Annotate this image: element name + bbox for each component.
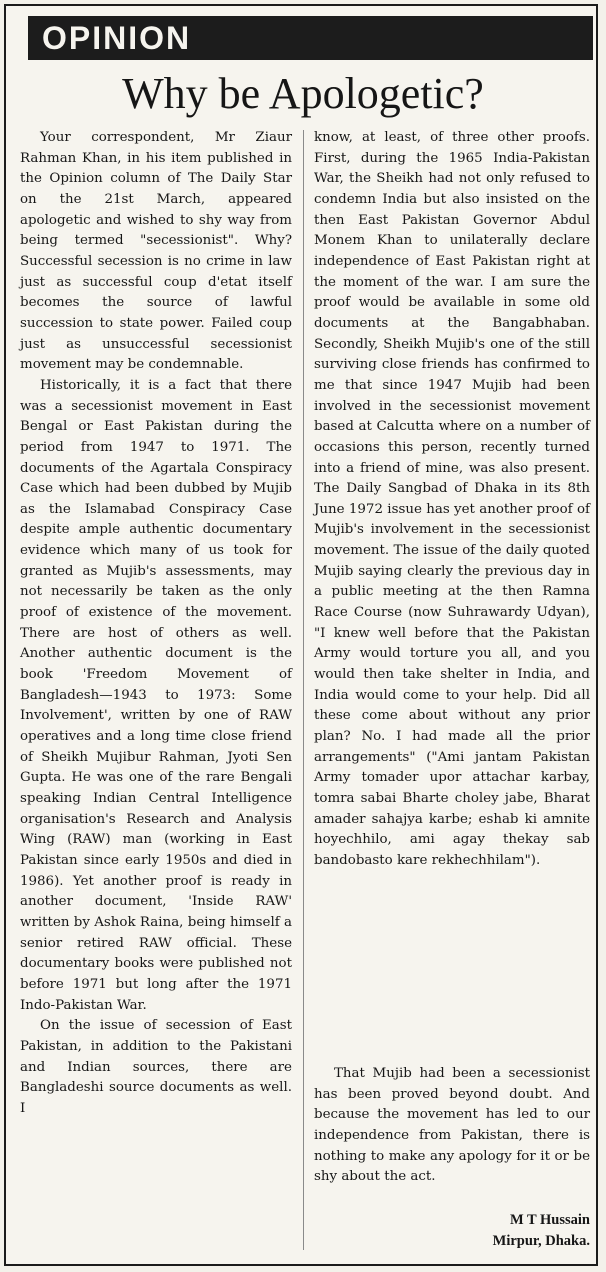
paragraph: Historically, it is a fact that there was a secessionist movement in East Bengal or East Pakistan during the period from 1947 to 1971. The documents of the Agartala Conspiracy Case which had been dubbed by Mujib as the Islamabad Conspiracy Case despite ample authentic documentary evidence which many of us took for granted as Mujib's assessments, may not necessarily be taken as the only proof of existence of the movement. There are host of others as well. Another authentic document is the book 'Freedom Movement of Bangladesh—1943 to 1973: Some Involvement', written by one of RAW operatives and a long time close friend of Sheikh Mujibur Rahman, Jyoti Sen Gupta. He was one of the rare Bengali speaking Indian Central Intelligence organisation's Research and Analysis Wing (RAW) man (working in East Pakistan since early 1950s and died in 1986). Yet another proof is ready in another document, 'Inside RAW' written by Ashok Raina, being himself a senior retired RAW official. These documentary books were published not before 1971 but long after the 1971 Indo-Pakistan War. — [20, 377, 292, 1013]
paragraph: Your correspondent, Mr Ziaur Rahman Khan, in his item published in the Opinion column of The Daily Star on the 21st March, appeared apologetic and wished to shy way from being termed "secessionist". Why? Successful secession is no crime in law just as successful coup d'etat itself becomes the source of lawful succession to state power. Failed coup just as unsuccessful secessionist movement may be condemnable. — [20, 130, 292, 373]
article-column-right — [314, 128, 590, 872]
paragraph: On the issue of secession of East Pakistan, in addition to the Pakistani and Indian sources, there are Bangladeshi source documents as well. I — [20, 1018, 292, 1116]
section-label: OPINION — [42, 20, 192, 56]
paragraph: know, at least, of three other proofs. First, during the 1965 India-Pakistan War, the Sheikh had not only refused to condemn India but also insisted on the then East Pakistan Governor Abdul Monem Khan to unilaterally declare independence of East Pakistan right at the moment of the war. I am sure the proof would be available in some old documents at the Bangabhaban. Secondly, Sheikh Mujib's one of the still surviving close friends has confirmed to me that since 1947 Mujib had been involved in the secessionist movement based at Calcutta where on a number of occasions this person, recently turned into a friend of mine, was also present. The Daily Sangbad of Dhaka in its 8th June 1972 issue has yet another proof of Mujib's involvement in the secessionist movement. The issue of the daily quoted Mujib saying clearly the previous day in a public meeting at the then Ramna Race Course (now Suhrawardy Udyan), "I knew well before that the Pakistan Army would torture you all, and you would then take shelter in India, and India would come to your help. Did all these come about without any prior plan? No. I had made all the prior arrangements" ("Ami jantam Pakistan Army tomader upor attachar karbay, tomra sabai Bharte choley jabe, Bharat amader sahajya karbe; eshab ki amnite hoyechhilo, ami agay thekay sab bandobasto kare rekhechhilam"). — [314, 130, 590, 868]
article-title: Why be Apologetic? — [122, 69, 484, 118]
section-header-bar — [28, 16, 593, 60]
signature-block — [314, 1210, 590, 1252]
column-divider — [303, 130, 304, 1250]
article-column-left — [20, 128, 292, 1120]
article-conclusion — [314, 1064, 590, 1188]
author-location: Mirpur, Dhaka. — [492, 1233, 590, 1249]
author-name: M T Hussain — [509, 1212, 590, 1228]
paragraph: That Mujib had been a secessionist has been proved beyond doubt. And because the movement has led to our independence from Pakistan, there is nothing to make any apology for it or be shy about the act. — [314, 1066, 590, 1185]
